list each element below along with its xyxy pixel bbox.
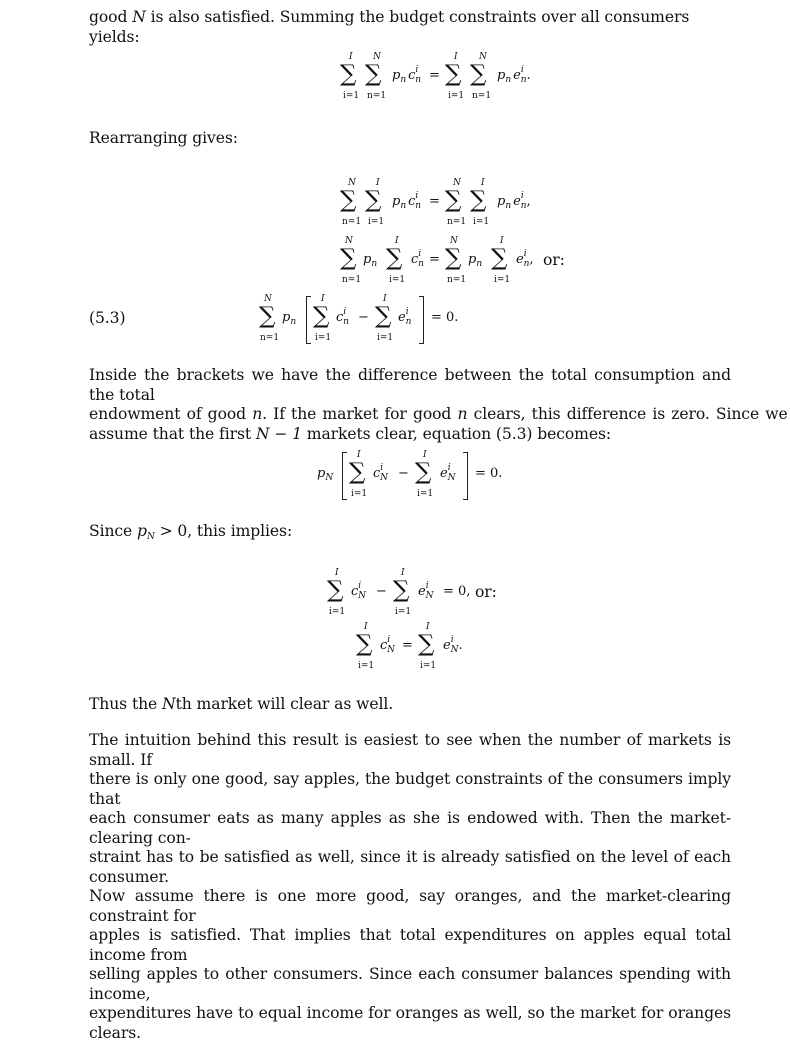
equals-sign: =: [402, 638, 413, 653]
text-line: there is only one good, say apples, the budget constraints of the consumers imply that: [89, 770, 731, 808]
limit-lower: i=1: [351, 489, 368, 499]
text-line: The intuition behind this result is easiest to see when the number of markets is small. If: [89, 731, 731, 769]
limit-upper: I: [481, 178, 485, 188]
limit-lower: i=1: [329, 607, 346, 617]
limit-lower: i=1: [368, 217, 385, 227]
term-c: $c^i_n$: [336, 307, 349, 327]
right-bracket: [419, 296, 424, 344]
paragraph-intro: [89, 8, 729, 47]
limit-upper: I: [395, 236, 399, 246]
sum-symbol: ∑: [418, 631, 435, 657]
sum-symbol: ∑: [393, 577, 410, 603]
limit-lower: i=1: [343, 91, 360, 101]
sum-symbol: ∑: [349, 459, 366, 485]
equation-rearranged: [0, 174, 790, 234]
math-sub: N: [146, 532, 155, 542]
limit-lower: i=1: [395, 607, 412, 617]
term-p-c: $p_n$ $c^i_n$: [392, 65, 422, 85]
limit-upper: I: [335, 568, 339, 578]
limit-upper: N: [373, 52, 381, 62]
sum-symbol: ∑: [386, 245, 403, 271]
text-line: selling apples to other consumers. Since each consumer balances spending with income,: [89, 965, 731, 1003]
text-run: Since: [89, 522, 138, 540]
limit-lower: n=1: [472, 91, 492, 101]
text-line: assume that the first N − 1 markets clear, equation (5.3) becomes:: [89, 424, 612, 443]
limit-lower: i=1: [358, 661, 375, 671]
text-run: Thus the: [89, 695, 163, 713]
text-line: each consumer eats as many apples as she is endowed with. Then the market-clearing con-: [89, 809, 731, 847]
limit-upper: I: [401, 568, 405, 578]
equation-summed-budget: [0, 48, 790, 108]
sum-symbol: ∑: [259, 303, 276, 329]
sum-symbol: ∑: [470, 61, 487, 87]
limit-upper: I: [500, 236, 504, 246]
math-var: p: [137, 522, 147, 540]
limit-upper: N: [450, 236, 458, 246]
math-var: N: [132, 8, 146, 26]
limit-lower: n=1: [447, 275, 467, 285]
equals-sign: =: [429, 194, 440, 209]
term-e: $e^i_N$: [418, 581, 434, 601]
limit-lower: i=1: [494, 275, 511, 285]
term-c: $c^i_N$: [373, 463, 389, 483]
limit-lower: n=1: [367, 91, 387, 101]
limit-upper: N: [264, 294, 272, 304]
limit-upper: I: [349, 52, 353, 62]
right-bracket: [463, 452, 468, 500]
limit-upper: I: [321, 294, 325, 304]
text-run: is also satisfied. Summing the budget constraints over all consumers yields:: [89, 8, 690, 46]
equation-market-N: [0, 446, 790, 506]
minus-sign: −: [376, 584, 387, 599]
limit-upper: N: [345, 236, 353, 246]
minus-sign: −: [358, 310, 369, 325]
limit-lower: n=1: [260, 333, 280, 343]
equals-zero: = 0.: [431, 310, 459, 325]
sum-symbol: ∑: [340, 187, 357, 213]
limit-upper: I: [364, 622, 368, 632]
term-e: $e^i_n$: [398, 307, 412, 327]
limit-upper: N: [348, 178, 356, 188]
paragraph-intuition: [89, 731, 731, 1043]
limit-lower: i=1: [377, 333, 394, 343]
limit-upper: I: [357, 450, 361, 460]
text-line: straint has to be satisfied as well, since it is already satisfied on the level of each consumer.: [89, 848, 731, 886]
text-line: Now assume there is one more good, say oranges, and the market-clearing constraint for: [89, 887, 731, 925]
sum-symbol: ∑: [365, 61, 382, 87]
left-bracket: [306, 296, 311, 344]
limit-lower: n=1: [342, 275, 362, 285]
equation-implies: [0, 564, 790, 624]
term-c: $c^i_N$: [351, 581, 367, 601]
paragraph-conclusion: [89, 695, 393, 715]
minus-sign: −: [398, 466, 409, 481]
sum-symbol: ∑: [340, 61, 357, 87]
text-run: > 0, this implies:: [154, 522, 293, 540]
left-bracket: [342, 452, 347, 500]
equals-zero: = 0,: [443, 584, 471, 599]
text-line: endowment of good n. If the market for good n clears, this difference is zero. Since we: [89, 405, 788, 423]
equation-label: (5.3): [89, 309, 126, 327]
equals-sign: =: [429, 252, 440, 267]
text-run: th market will clear as well.: [175, 695, 394, 713]
limit-upper: I: [423, 450, 427, 460]
limit-lower: i=1: [389, 275, 406, 285]
term-p-c: $p_n$ $c^i_n$: [392, 191, 422, 211]
term-c: $c^i_N$: [380, 635, 396, 655]
limit-lower: n=1: [447, 217, 467, 227]
limit-lower: i=1: [448, 91, 465, 101]
term-e: $e^i_n$,: [516, 249, 534, 269]
text-run: good: [89, 8, 133, 26]
sum-symbol: ∑: [356, 631, 373, 657]
limit-lower: i=1: [473, 217, 490, 227]
limit-upper: I: [426, 622, 430, 632]
equals-sign: =: [429, 68, 440, 83]
term-e: $e^i_N$: [440, 463, 456, 483]
paragraph-brackets: [89, 366, 788, 444]
term-p: $p_n$: [363, 252, 378, 269]
sum-symbol: ∑: [365, 187, 382, 213]
equation-5-3: [0, 290, 790, 350]
term-p-e: $p_n$ $e^i_n$,: [497, 191, 531, 211]
term-p: $p_n$: [282, 310, 297, 327]
limit-lower: i=1: [315, 333, 332, 343]
sum-symbol: ∑: [340, 245, 357, 271]
sum-symbol: ∑: [445, 187, 462, 213]
term-pN: $p_N$: [317, 466, 334, 483]
limit-upper: I: [383, 294, 387, 304]
term-c: $c^i_n$: [411, 249, 424, 269]
term-p: $p_n$: [468, 252, 483, 269]
term-e: $e^i_N$.: [443, 635, 463, 655]
text-line: apples is satisfied. That implies that total expenditures on apples equal total income from: [89, 926, 731, 964]
limit-lower: n=1: [342, 217, 362, 227]
limit-upper: I: [454, 52, 458, 62]
sum-symbol: ∑: [445, 61, 462, 87]
paragraph-rearranging: Rearranging gives:: [89, 129, 238, 147]
sum-symbol: ∑: [375, 303, 392, 329]
equation-factored: [0, 232, 790, 292]
equation-clearing: [0, 618, 790, 678]
text-or: or:: [475, 583, 497, 601]
limit-lower: i=1: [420, 661, 437, 671]
limit-lower: i=1: [417, 489, 434, 499]
limit-upper: N: [453, 178, 461, 188]
text-line: expenditures have to equal income for oranges as well, so the market for oranges clears.: [89, 1004, 731, 1042]
sum-symbol: ∑: [491, 245, 508, 271]
limit-upper: N: [479, 52, 487, 62]
math-var: N: [162, 695, 176, 713]
sum-symbol: ∑: [313, 303, 330, 329]
sum-symbol: ∑: [470, 187, 487, 213]
limit-upper: I: [376, 178, 380, 188]
text-line: Inside the brackets we have the difference between the total consumption and the total: [89, 366, 731, 404]
term-p-e: $p_n$ $e^i_n$.: [497, 65, 531, 85]
equals-zero: = 0.: [475, 466, 503, 481]
sum-symbol: ∑: [445, 245, 462, 271]
sum-symbol: ∑: [327, 577, 344, 603]
paragraph-since: [89, 522, 292, 545]
text-or: or:: [543, 251, 565, 269]
sum-symbol: ∑: [415, 459, 432, 485]
